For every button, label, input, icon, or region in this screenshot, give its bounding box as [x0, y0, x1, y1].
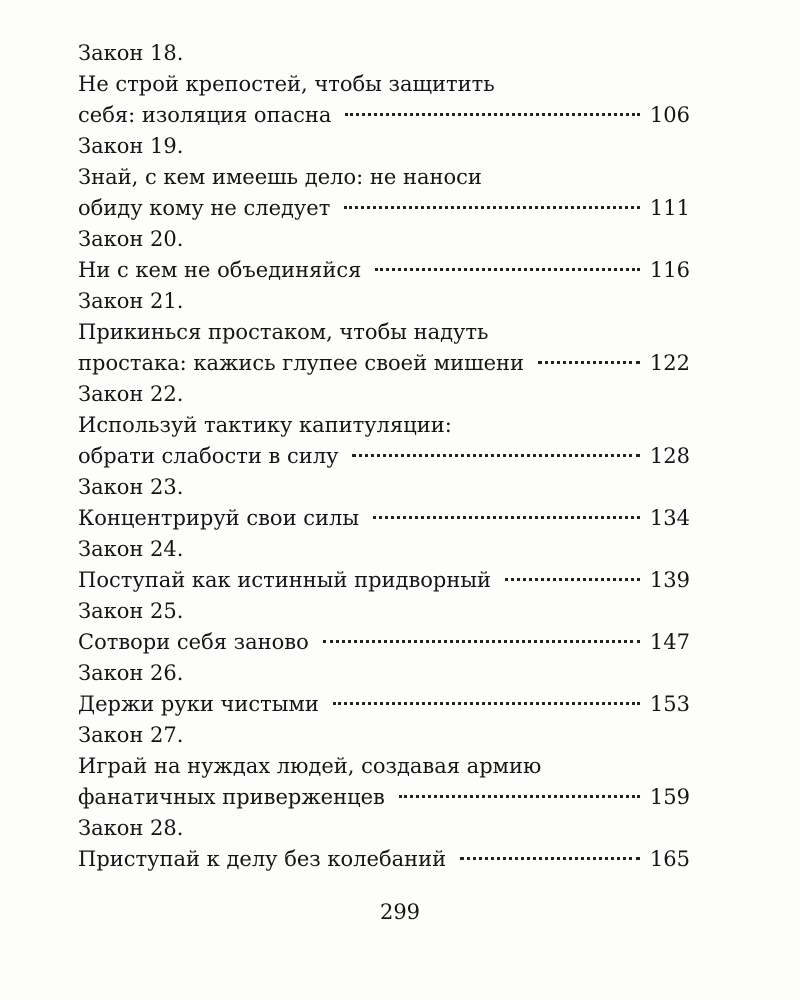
law-number: Закон 21.: [78, 289, 184, 313]
law-title-line: Играй на нуждах людей, создавая армию: [78, 754, 542, 778]
law-title-line: Не строй крепостей, чтобы защитить: [78, 72, 495, 96]
dot-leader: [399, 795, 640, 798]
law-title-last-line: [78, 193, 690, 224]
law-title-line: Поступай как истинный придворный: [78, 568, 492, 592]
toc-page-number: 111: [649, 196, 690, 220]
law-number: Закон 20.: [78, 227, 184, 251]
law-title-line: обиду кому не следует: [78, 196, 331, 220]
table-of-contents: [78, 38, 690, 875]
toc-entry: [78, 286, 690, 379]
law-title-last-line: [78, 565, 690, 596]
law-title-last-line: [78, 441, 690, 472]
toc-entry: [78, 472, 690, 534]
toc-page-number: 159: [649, 785, 690, 809]
law-title-last-line: [78, 348, 690, 379]
toc-entry: [78, 131, 690, 224]
toc-entry: [78, 813, 690, 875]
law-title-line: себя: изоляция опасна: [78, 103, 332, 127]
law-title-last-line: [78, 627, 690, 658]
law-title-line: Знай, с кем имеешь дело: не наноси: [78, 165, 482, 189]
law-title-line: Используй тактику капитуляции:: [78, 413, 452, 437]
law-number: Закон 18.: [78, 41, 184, 65]
dot-leader: [375, 268, 640, 271]
law-title-line: фанатичных приверженцев: [78, 785, 385, 809]
toc-page-number: 122: [649, 351, 690, 375]
law-number: Закон 26.: [78, 661, 184, 685]
law-title-line: Концентрируй свои силы: [78, 506, 360, 530]
dot-leader: [352, 454, 639, 457]
law-title-line: Держи руки чистыми: [78, 692, 319, 716]
law-title-line: Приступай к делу без колебаний: [78, 847, 447, 871]
law-title-line: Прикинься простаком, чтобы надуть: [78, 320, 489, 344]
law-title-last-line: [78, 844, 690, 875]
law-number: Закон 22.: [78, 382, 184, 406]
law-title-last-line: [78, 689, 690, 720]
toc-entry: [78, 720, 690, 813]
toc-entry: [78, 596, 690, 658]
law-title-line: Ни с кем не объединяйся: [78, 258, 362, 282]
toc-page-number: 165: [649, 847, 690, 871]
law-title-last-line: [78, 782, 690, 813]
toc-page-number: 139: [649, 568, 690, 592]
law-title-line: простака: кажись глупее своей мишени: [78, 351, 525, 375]
toc-page-number: 116: [649, 258, 690, 282]
law-number: Закон 27.: [78, 723, 184, 747]
law-number: Закон 28.: [78, 816, 184, 840]
dot-leader: [323, 640, 640, 643]
toc-entry: [78, 379, 690, 472]
toc-entry: [78, 658, 690, 720]
law-title-last-line: [78, 503, 690, 534]
dot-leader: [333, 702, 640, 705]
dot-leader: [373, 516, 640, 519]
dot-leader: [460, 857, 640, 860]
toc-page-number: 106: [649, 103, 690, 127]
law-number: Закон 24.: [78, 537, 184, 561]
toc-entry: [78, 534, 690, 596]
dot-leader: [344, 206, 640, 209]
law-number: Закон 19.: [78, 134, 184, 158]
toc-entry: [78, 224, 690, 286]
law-title-last-line: [78, 255, 690, 286]
toc-page-number: 153: [649, 692, 690, 716]
page-number: 299: [379, 900, 421, 924]
dot-leader: [345, 113, 640, 116]
law-number: Закон 25.: [78, 599, 184, 623]
toc-page-number: 128: [649, 444, 690, 468]
law-title-last-line: [78, 100, 690, 131]
toc-entry: [78, 38, 690, 131]
toc-page-number: 147: [649, 630, 690, 654]
dot-leader: [538, 361, 640, 364]
law-title-line: обрати слабости в силу: [78, 444, 339, 468]
toc-page-number: 134: [649, 506, 690, 530]
law-title-line: Сотвори себя заново: [78, 630, 309, 654]
dot-leader: [505, 578, 640, 581]
law-number: Закон 23.: [78, 475, 184, 499]
